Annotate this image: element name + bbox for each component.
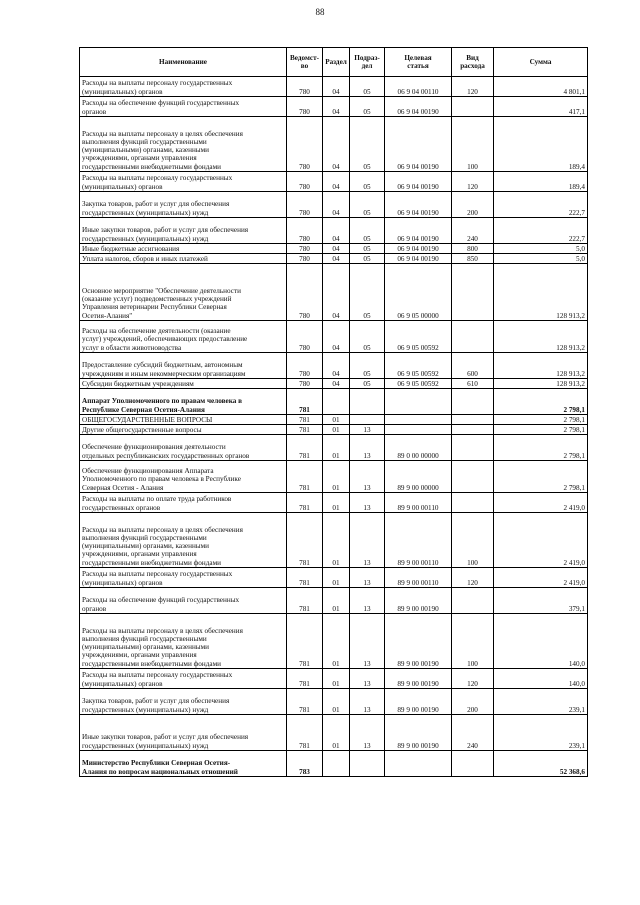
header-expense-type: Вид расхода [452,48,494,77]
header-row [80,48,588,77]
cell-section: 04 [323,192,350,218]
cell-name: ОБЩЕГОСУДАРСТВЕННЫЕ ВОПРОСЫ [80,415,287,425]
cell-expense-type: 850 [452,254,494,264]
cell-expense-type: 240 [452,715,494,751]
cell-name: Расходы на обеспечение функций государственных органов [80,588,287,614]
cell-name: Субсидии бюджетным учреждениям [80,379,287,389]
cell-expense-type: 200 [452,192,494,218]
cell-section: 04 [323,77,350,97]
cell-subsection: 13 [350,669,385,689]
cell-department: 781 [287,415,323,425]
cell-expense-type: 800 [452,244,494,254]
table-row [80,415,588,425]
cell-department: 780 [287,244,323,254]
header-section: Раздел [323,48,350,77]
cell-subsection: 05 [350,97,385,117]
cell-section: 01 [323,715,350,751]
cell-amount: 189,4 [494,117,588,172]
table-row [80,321,588,353]
table-row [80,172,588,192]
cell-amount: 379,1 [494,588,588,614]
cell-amount: 239,1 [494,715,588,751]
cell-name: Расходы на выплаты персоналу государственных (муниципальных) органов [80,172,287,192]
cell-target-article: 89 9 00 00110 [385,513,452,568]
table-row [80,493,588,513]
cell-expense-type: 240 [452,218,494,244]
cell-name: Другие общегосударственные вопросы [80,425,287,435]
cell-name: Расходы на выплаты персоналу в целях обеспечения выполнения функций государственными (муниципальными) органами, казенными учреждениями, органами управления государственными внебюджетными фондами [80,513,287,568]
cell-department: 781 [287,669,323,689]
cell-amount: 2 798,1 [494,461,588,493]
table-row [80,97,588,117]
table-row [80,379,588,389]
cell-target-article: 06 9 04 00190 [385,244,452,254]
cell-section: 01 [323,568,350,588]
cell-subsection [350,751,385,777]
cell-department: 780 [287,117,323,172]
cell-section: 04 [323,353,350,379]
cell-subsection: 13 [350,513,385,568]
cell-expense-type [452,389,494,415]
cell-subsection [350,389,385,415]
cell-subsection: 05 [350,321,385,353]
cell-target-article: 06 9 04 00110 [385,77,452,97]
cell-section: 04 [323,218,350,244]
table-body [80,77,588,777]
cell-section: 04 [323,97,350,117]
table-row [80,117,588,172]
cell-section: 01 [323,461,350,493]
cell-amount: 189,4 [494,172,588,192]
cell-name: Расходы на выплаты персоналу государственных (муниципальных) органов [80,669,287,689]
table-row [80,588,588,614]
cell-section [323,389,350,415]
cell-amount: 52 368,6 [494,751,588,777]
cell-name: Иные закупки товаров, работ и услуг для обеспечения государственных (муниципальных) нужд [80,715,287,751]
cell-amount: 2 419,0 [494,513,588,568]
cell-section: 01 [323,689,350,715]
cell-name: Расходы на выплаты персоналу государственных (муниципальных) органов [80,77,287,97]
cell-section: 01 [323,425,350,435]
table-row [80,389,588,415]
cell-subsection [350,415,385,425]
cell-name: Расходы на выплаты персоналу в целях обеспечения выполнения функций государственными (муниципальными) органами, казенными учреждениями, органами управления государственными внебюджетными фондами [80,614,287,669]
cell-amount: 5,0 [494,244,588,254]
cell-department: 781 [287,715,323,751]
cell-expense-type: 200 [452,689,494,715]
budget-table [79,47,588,777]
cell-name: Иные закупки товаров, работ и услуг для обеспечения государственных (муниципальных) нужд [80,218,287,244]
cell-expense-type [452,751,494,777]
table-row [80,264,588,321]
cell-subsection: 13 [350,614,385,669]
table-row [80,254,588,264]
cell-department: 781 [287,435,323,461]
cell-subsection: 13 [350,588,385,614]
cell-name: Закупка товаров, работ и услуг для обеспечения государственных (муниципальных) нужд [80,192,287,218]
cell-amount: 2 798,1 [494,415,588,425]
cell-department: 780 [287,172,323,192]
table-row [80,77,588,97]
table-row [80,689,588,715]
cell-expense-type: 120 [452,77,494,97]
cell-section: 04 [323,379,350,389]
cell-department: 780 [287,218,323,244]
cell-section: 01 [323,435,350,461]
cell-subsection: 05 [350,172,385,192]
table-row [80,513,588,568]
cell-department: 781 [287,614,323,669]
cell-department: 781 [287,513,323,568]
cell-department: 780 [287,97,323,117]
cell-name: Закупка товаров, работ и услуг для обеспечения государственных (муниципальных) нужд [80,689,287,715]
cell-target-article: 06 9 04 00190 [385,218,452,244]
cell-expense-type [452,321,494,353]
cell-section: 01 [323,614,350,669]
cell-target-article: 06 9 05 00592 [385,379,452,389]
cell-expense-type [452,493,494,513]
cell-target-article: 06 9 04 00190 [385,192,452,218]
cell-target-article: 06 9 05 00592 [385,321,452,353]
cell-expense-type: 600 [452,353,494,379]
cell-expense-type: 100 [452,117,494,172]
table-header [80,48,588,77]
table-row [80,425,588,435]
header-name: Наименование [80,48,287,77]
cell-subsection: 13 [350,425,385,435]
cell-amount: 2 419,0 [494,568,588,588]
cell-subsection: 05 [350,192,385,218]
cell-department: 781 [287,461,323,493]
cell-department: 781 [287,389,323,415]
cell-expense-type: 100 [452,614,494,669]
cell-subsection: 13 [350,715,385,751]
cell-department: 781 [287,588,323,614]
cell-department: 780 [287,321,323,353]
cell-subsection: 05 [350,353,385,379]
cell-name: Расходы на выплаты персоналу государственных (муниципальных) органов [80,568,287,588]
cell-expense-type [452,415,494,425]
table-row [80,568,588,588]
cell-target-article: 06 9 05 00000 [385,264,452,321]
cell-department: 781 [287,425,323,435]
cell-target-article [385,389,452,415]
cell-subsection: 13 [350,493,385,513]
cell-subsection: 13 [350,568,385,588]
cell-target-article: 89 9 00 00190 [385,689,452,715]
cell-amount: 2 798,1 [494,435,588,461]
cell-name: Расходы на обеспечение функций государственных органов [80,97,287,117]
cell-expense-type [452,435,494,461]
cell-department: 781 [287,568,323,588]
cell-subsection: 13 [350,435,385,461]
cell-subsection: 05 [350,77,385,97]
cell-name: Обеспечение функционирования деятельности отдельных республиканских государственных органов [80,435,287,461]
cell-expense-type [452,425,494,435]
header-subsection: Подраз- дел [350,48,385,77]
cell-target-article: 89 9 00 00190 [385,614,452,669]
cell-name: Аппарат Уполномоченного по правам человека в Республике Северная Осетия-Алания [80,389,287,415]
cell-expense-type: 610 [452,379,494,389]
cell-section: 01 [323,415,350,425]
table-row [80,192,588,218]
header-department: Ведомст- во [287,48,323,77]
cell-department: 780 [287,254,323,264]
cell-name: Обеспечение функционирования Аппарата Уполномоченного по правам человека в Республике Северная Осетия - Алания [80,461,287,493]
cell-target-article: 06 9 04 00190 [385,117,452,172]
cell-name: Министерство Республики Северная Осетия- Алания по вопросам национальных отношений [80,751,287,777]
table-row [80,435,588,461]
cell-subsection: 05 [350,218,385,244]
table-row [80,614,588,669]
cell-target-article: 89 9 00 00000 [385,461,452,493]
cell-name: Иные бюджетные ассигнования [80,244,287,254]
cell-section: 04 [323,321,350,353]
cell-subsection: 05 [350,117,385,172]
cell-name: Расходы на выплаты персоналу в целях обеспечения выполнения функций государственными (муниципальными) органами, казенными учреждениями, органами управления государственными внебюджетными фондами [80,117,287,172]
cell-department: 781 [287,493,323,513]
cell-section: 01 [323,513,350,568]
cell-name: Предоставление субсидий бюджетным, автономным учреждениям и иным некоммерческим организациям [80,353,287,379]
cell-name: Расходы на выплаты по оплате труда работников государственных органов [80,493,287,513]
table-row [80,218,588,244]
page-number: 88 [315,7,325,17]
cell-expense-type [452,264,494,321]
cell-subsection: 13 [350,461,385,493]
cell-subsection: 13 [350,689,385,715]
cell-name: Расходы на обеспечение деятельности (оказание услуг) учреждений, обеспечивающих предоставление услуг в области животноводства [80,321,287,353]
cell-amount: 5,0 [494,254,588,264]
cell-amount: 128 913,2 [494,353,588,379]
table-row [80,461,588,493]
table-row [80,715,588,751]
cell-amount: 128 913,2 [494,379,588,389]
header-target-article: Целевая статья [385,48,452,77]
cell-subsection: 05 [350,244,385,254]
cell-expense-type [452,588,494,614]
table-row [80,751,588,777]
cell-amount: 140,0 [494,669,588,689]
cell-section: 04 [323,244,350,254]
cell-target-article: 89 9 00 00190 [385,715,452,751]
cell-expense-type: 100 [452,513,494,568]
cell-target-article: 06 9 04 00190 [385,172,452,192]
table-row [80,669,588,689]
cell-section [323,751,350,777]
cell-target-article: 06 9 04 00190 [385,97,452,117]
cell-expense-type: 120 [452,669,494,689]
cell-target-article: 89 9 00 00190 [385,669,452,689]
cell-amount: 222,7 [494,192,588,218]
cell-section: 01 [323,493,350,513]
cell-section: 04 [323,172,350,192]
cell-target-article [385,751,452,777]
cell-department: 780 [287,379,323,389]
cell-target-article [385,425,452,435]
cell-target-article: 06 9 04 00190 [385,254,452,264]
cell-section: 04 [323,264,350,321]
cell-target-article [385,415,452,425]
cell-subsection: 05 [350,254,385,264]
cell-amount: 417,1 [494,97,588,117]
cell-subsection: 05 [350,379,385,389]
cell-expense-type: 120 [452,568,494,588]
table-row [80,353,588,379]
cell-amount: 2 798,1 [494,425,588,435]
cell-amount: 239,1 [494,689,588,715]
cell-amount: 140,0 [494,614,588,669]
cell-target-article: 89 0 00 00000 [385,435,452,461]
cell-section: 04 [323,117,350,172]
table-row [80,244,588,254]
cell-amount: 2 419,0 [494,493,588,513]
cell-amount: 2 798,1 [494,389,588,415]
cell-amount: 128 913,2 [494,321,588,353]
cell-department: 780 [287,77,323,97]
cell-department: 781 [287,689,323,715]
cell-amount: 128 913,2 [494,264,588,321]
cell-expense-type [452,461,494,493]
cell-name: Уплата налогов, сборов и иных платежей [80,254,287,264]
cell-amount: 222,7 [494,218,588,244]
cell-expense-type: 120 [452,172,494,192]
cell-name: Основное мероприятие "Обеспечение деятельности (оказание услуг) подведомственных учреждений Управления ветеринарии Республики Северная Осетия-Алания" [80,264,287,321]
cell-department: 780 [287,192,323,218]
cell-department: 780 [287,353,323,379]
cell-amount: 4 801,1 [494,77,588,97]
header-amount: Сумма [494,48,588,77]
cell-target-article: 06 9 05 00592 [385,353,452,379]
cell-target-article: 89 9 00 00110 [385,568,452,588]
cell-section: 01 [323,588,350,614]
cell-subsection: 05 [350,264,385,321]
cell-department: 780 [287,264,323,321]
cell-expense-type [452,97,494,117]
cell-target-article: 89 9 00 00190 [385,588,452,614]
cell-department: 783 [287,751,323,777]
cell-target-article: 89 9 00 00110 [385,493,452,513]
cell-section: 01 [323,669,350,689]
cell-section: 04 [323,254,350,264]
